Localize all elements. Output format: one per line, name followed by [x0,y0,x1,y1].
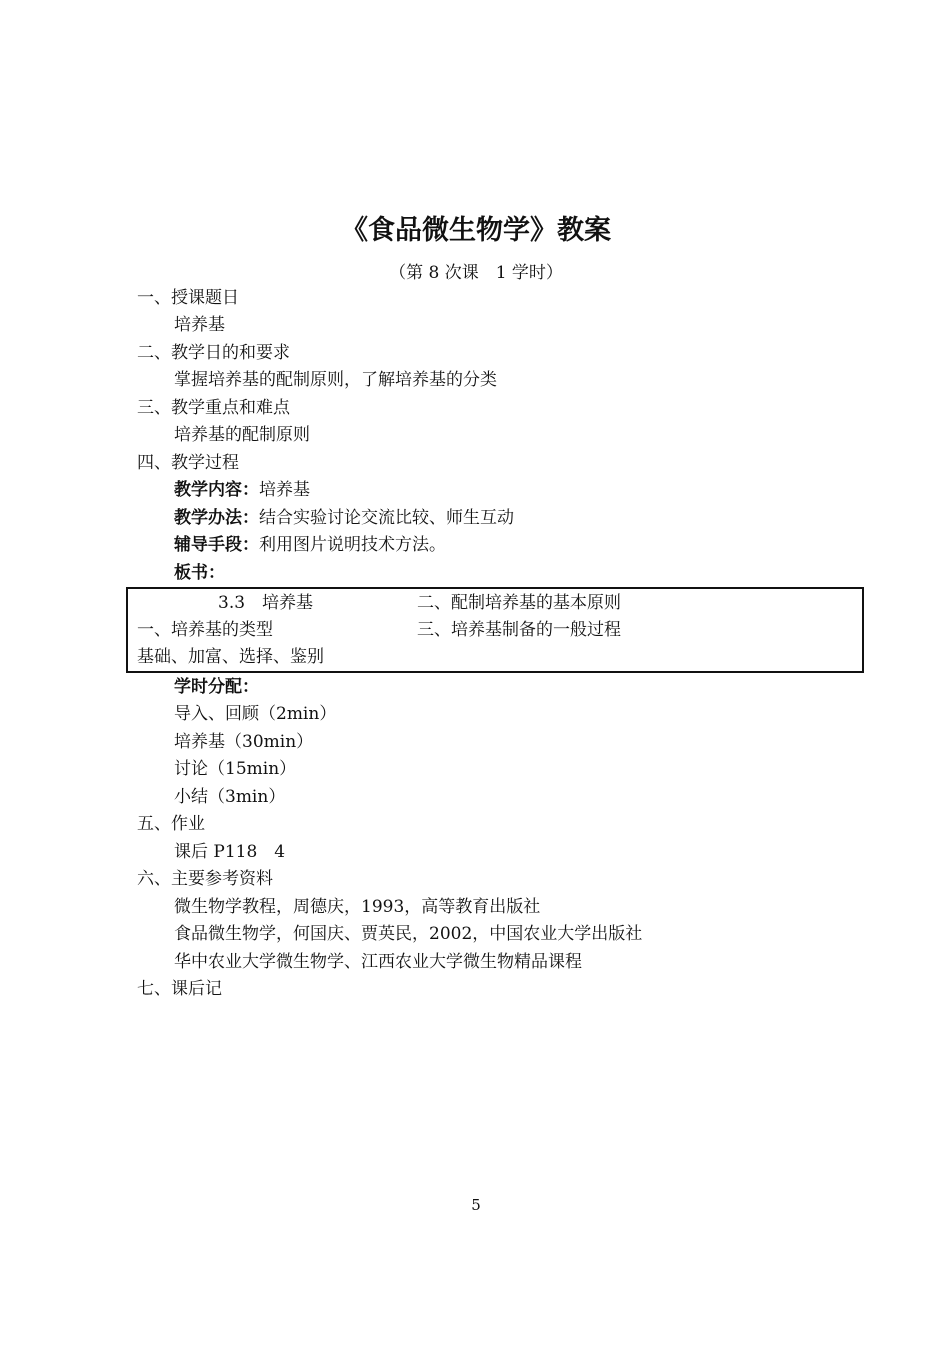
time-item: 讨论（15min） [174,759,297,779]
aid-label: 辅导手段： [174,535,259,555]
aid-row [174,533,446,557]
reference-item: 食品微生物学，何国庆、贾英民，2002，中国农业大学出版社 [174,924,643,944]
content-label: 教学内容： [174,480,259,500]
aid-value: 利用图片说明技术方法。 [259,535,446,555]
section-afterclass-heading: 七、课后记 [137,979,222,999]
section-goals-body: 掌握培养基的配制原则，了解培养基的分类 [174,370,497,390]
reference-item: 微生物学教程，周德庆，1993，高等教育出版社 [174,897,541,917]
section-homework-heading: 五、作业 [137,814,205,834]
board-title: 3.3 培养基 [218,593,314,613]
board-type-list: 基础、加富、选择、鉴别 [137,647,324,667]
time-item: 小结（3min） [174,787,286,807]
content-value: 培养基 [259,480,310,500]
section-process-heading: 四、教学过程 [137,453,239,473]
board-label: 板书： [174,563,225,583]
board-principles: 二、配制培养基的基本原则 [417,593,621,613]
section-topic-heading: 一、授课题日 [137,288,239,308]
board-process: 三、培养基制备的一般过程 [417,620,621,640]
page-number: 5 [471,1196,481,1214]
page-title: 《食品微生物学》教案 [341,215,611,246]
section-references-heading: 六、主要参考资料 [137,869,273,889]
blackboard-box [126,587,864,673]
section-goals-heading: 二、教学日的和要求 [137,343,290,363]
method-value: 结合实验讨论交流比较、师生互动 [259,508,514,528]
method-row [174,506,514,530]
section-keypoints-heading: 三、教学重点和难点 [137,398,290,418]
section-homework-body: 课后 P118 4 [174,842,286,862]
method-label: 教学办法： [174,508,259,528]
time-item: 导入、回顾（2min） [174,704,337,724]
lesson-info: （第 8 次课 1 学时） [389,263,563,283]
board-types: 一、培养基的类型 [137,620,273,640]
time-item: 培养基（30min） [174,732,314,752]
section-topic-body: 培养基 [174,315,225,335]
reference-item: 华中农业大学微生物学、江西农业大学微生物精品课程 [174,952,582,972]
section-keypoints-body: 培养基的配制原则 [174,425,310,445]
content-row [174,478,310,502]
time-allocation-label: 学时分配： [174,677,259,697]
